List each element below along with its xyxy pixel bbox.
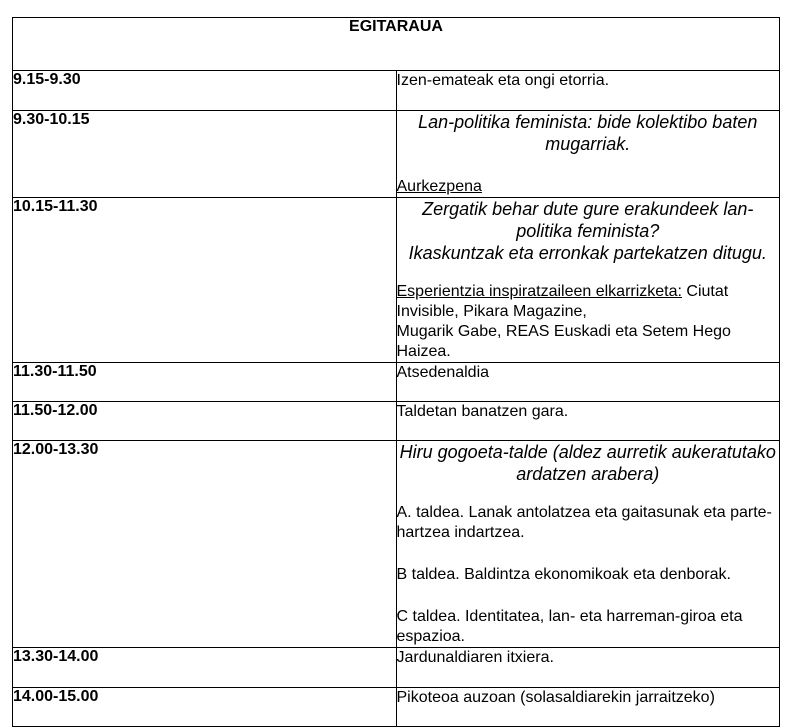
group-item-b: B taldea. Baldintza ekonomikoak eta denborak. [396,566,731,583]
table-row [13,111,780,198]
table-row [13,688,780,727]
description-cell: Jardunaldiaren itxiera. [396,648,780,688]
time-cell: 11.50-12.00 [13,402,397,441]
table-row [13,441,780,648]
session-participants: Ciutat Invisible, Pikara Magazine, [396,283,729,320]
time-cell: 11.30-11.50 [13,363,397,402]
description-cell: Taldetan banatzen gara. [396,402,780,441]
time-cell: 10.15-11.30 [13,198,397,363]
table-row [13,648,780,688]
session-subtitle: Esperientzia inspiratzaileen elkarrizketa: [396,283,682,300]
time-cell: 12.00-13.30 [13,441,397,648]
program-table [12,17,780,727]
session-heading-line1: Zergatik behar dute gure erakundeek lan-politika feminista? [422,199,754,241]
description-cell: Pikoteoa auzoan (solasaldiarekin jarraitzeko) [396,688,780,727]
table-row [13,71,780,111]
session-heading: Lan-politika feminista: bide kolektibo baten mugarriak. [418,112,758,154]
description-cell [396,198,780,363]
table-row [13,402,780,441]
table-title: EGITARAUA [13,18,780,71]
session-heading-line2: Ikaskuntzak eta erronkak partekatzen ditugu. [408,243,767,263]
group-item-a: A. taldea. Lanak antolatzea eta gaitasunak eta parte-hartzea indartzea. [396,504,772,541]
session-heading: Hiru gogoeta-talde (aldez aurretik aukeratutako ardatzen arabera) [399,442,776,484]
table-row [13,363,780,402]
time-cell: 9.30-10.15 [13,111,397,198]
description-cell: Izen-emateak eta ongi etorria. [396,71,780,111]
time-cell: 13.30-14.00 [13,648,397,688]
description-cell [396,111,780,198]
description-cell: Atsedenaldia [396,363,780,402]
time-cell: 9.15-9.30 [13,71,397,111]
description-cell [396,441,780,648]
table-header-row [13,18,780,71]
session-participants-line2: Mugarik Gabe, REAS Euskadi eta Setem Hego Haizea. [396,323,731,360]
time-cell: 14.00-15.00 [13,688,397,727]
table-row [13,198,780,363]
session-subtitle: Aurkezpena [396,178,482,195]
group-item-c: C taldea. Identitatea, lan- eta harreman-giroa eta espazioa. [396,608,743,645]
